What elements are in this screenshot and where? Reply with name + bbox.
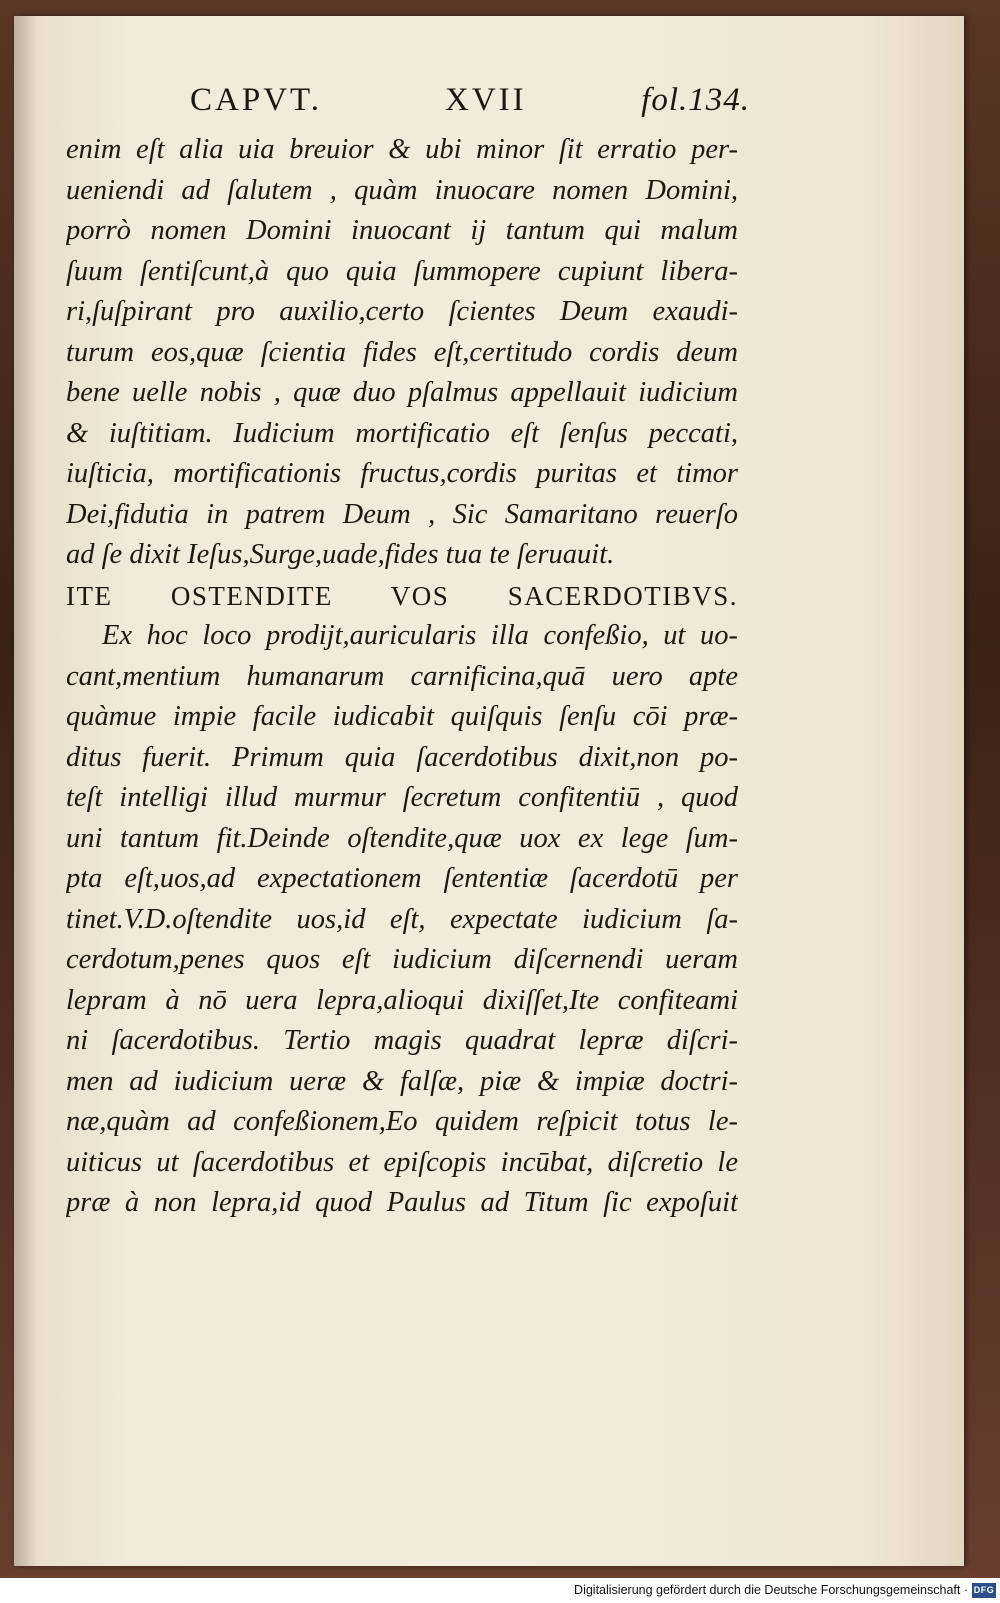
text-line: quàmue impie facile iudicabit quiſquis ſenſu cōi præ- (66, 701, 738, 732)
page-gutter-shadow (14, 16, 38, 1566)
text-line: iuſticia, mortificationis fructus,cordis puritas et timor (66, 458, 738, 489)
folio-number: fol.134. (641, 82, 750, 118)
text-line: ditus fuerit. Primum quia ſacerdotibus dixit,non po- (66, 741, 738, 773)
section-heading: ITE OSTENDITE VOS SACERDOTIBVS. (66, 580, 738, 611)
text-line: tinet.V.D.oſtendite uos,id eſt, expectate iudicium ſa- (66, 903, 738, 935)
text-line: enim eſt alia uia breuior & ubi minor ſit erratio per- (66, 134, 738, 165)
page-text-block (66, 130, 738, 1224)
text-line: ueniendi ad ſalutem , quàm inuocare nomen Domini, (66, 174, 738, 206)
text-line: uiticus ut ſacerdotibus et epiſcopis incūbat, diſcretio le (66, 1146, 738, 1178)
dfg-logo: DFG (972, 1583, 996, 1598)
text-line: bene uelle nobis , quæ duo pſalmus appellauit iudicium (66, 377, 738, 408)
text-line: næ,quàm ad confeßionem,Eo quidem reſpicit totus le- (66, 1106, 738, 1137)
text-line: Dei,fidutia in patrem Deum , Sic Samaritano reuerſo (66, 498, 738, 530)
text-line: pta eſt,uos,ad expectationem ſententiæ ſacerdotū per (66, 863, 738, 894)
text-line: & iuſtitiam. Iudicium mortificatio eſt ſenſus peccati, (66, 417, 738, 449)
text-line: ri,ſuſpirant pro auxilio,certo ſcientes Deum exaudi- (66, 296, 738, 327)
text-line: præ à non lepra,id quod Paulus ad Titum ſic expoſuit (66, 1187, 738, 1218)
text-line: men ad iudicium ueræ & falſæ, piæ & impiæ doctri- (66, 1065, 738, 1097)
text-line: teſt intelligi illud murmur ſecretum confitentiū , quod (66, 782, 738, 813)
text-line: ni ſacerdotibus. Tertio magis quadrat lepræ diſcri- (66, 1025, 738, 1056)
running-head-chapter-number: XVII (445, 82, 527, 118)
text-line: Ex hoc loco prodijt,auricularis illa confeßio, ut uo- (102, 620, 738, 651)
text-line: lepram à nō uera lepra,alioqui dixiſſet,Ite confiteami (66, 984, 738, 1016)
text-line: ad ſe dixit Ieſus,Surge,uade,fides tua te ſeruauit. (66, 539, 615, 570)
digitization-footer (0, 1578, 1000, 1603)
funding-credit: Digitalisierung gefördert durch die Deutsche Forschungsgemeinschaft · (574, 1583, 968, 1597)
text-line: cant,mentium humanarum carnificina,quā uero apte (66, 660, 738, 692)
text-line: uni tantum fit.Deinde oſtendite,quæ uox ex lege ſum- (66, 822, 738, 854)
text-line: porrò nomen Domini inuocant ij tantum qui malum (66, 215, 738, 246)
text-line: turum eos,quæ ſcientia fides eſt,certitudo cordis deum (66, 336, 738, 368)
running-head (190, 82, 750, 132)
text-line: cerdotum,penes quos eſt iudicium diſcernendi ueram (66, 944, 738, 975)
text-line: ſuum ſentiſcunt,à quo quia ſummopere cupiunt libera- (66, 255, 738, 287)
running-head-chapter: CAPVT. (190, 82, 322, 118)
